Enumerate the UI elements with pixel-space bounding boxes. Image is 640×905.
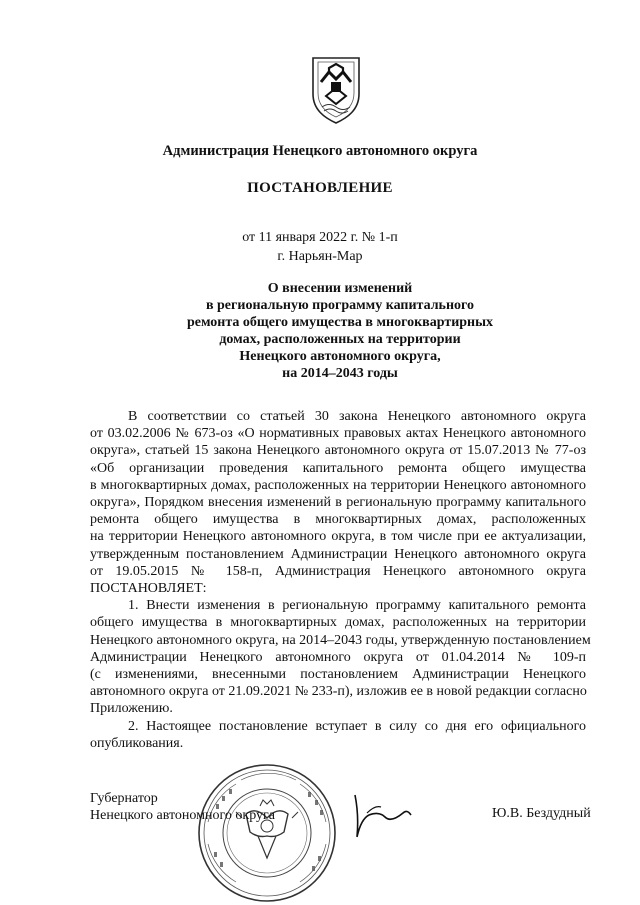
subject-line: домах, расположенных на территории [219, 332, 461, 347]
document-subject [140, 280, 540, 382]
body-line: Приложению. [90, 701, 173, 717]
document-body [90, 408, 591, 752]
body-line: автономного округа от 21.09.2021 № 233-п), изложив ее в новой редакции согласно [90, 684, 587, 700]
body-line: 1. Внести изменения в региональную программу капитального ремонта [128, 598, 586, 614]
body-line: В соответствии со статьей 30 закона Ненецкого автономного округа [128, 409, 586, 424]
body-line: Администрации Ненецкого автономного округа от 01.04.2014 № 109-п [90, 649, 586, 665]
subject-line: в региональную программу капитального [205, 298, 475, 313]
body-line: 2. Настоящее постановление вступает в силу со дня его официального [128, 718, 586, 734]
body-line: «Об организации проведения капитального ремонта общего имущества [90, 460, 586, 476]
body-line: округа», статьей 15 закона Ненецкого автономного округа от 15.07.2013 № 77-оз [90, 443, 586, 459]
coat-of-arms-emblem [305, 52, 367, 126]
date-and-number: от 11 января 2022 г. № 1-п [242, 230, 398, 245]
body-line: в многоквартирных домах, расположенных на территории Ненецкого автономного [90, 477, 586, 493]
body-line: Ненецкого автономного округа, на 2014–2043 годы, утвержденную постановлением [90, 632, 591, 648]
signer-name: Ю.В. Бездудный [492, 806, 591, 821]
city-name: г. Нарьян-Мар [277, 249, 363, 264]
body-line: утвержденным постановлением Администрации Ненецкого автономного округа [90, 546, 586, 562]
body-line: ПОСТАНОВЛЯЕТ: [90, 581, 207, 597]
subject-line: ремонта общего имущества в многоквартирных [186, 315, 494, 330]
handwritten-signature [345, 785, 415, 845]
subject-line: на 2014–2043 годы [282, 366, 398, 381]
document-type-title: ПОСТАНОВЛЕНИЕ [247, 180, 393, 196]
body-line: общего имущества в многоквартирных домах, расположенных на территории [90, 615, 586, 631]
signature-position [90, 790, 275, 824]
signer-position-title: Губернатор [90, 791, 158, 806]
body-line: округа», Порядком внесения изменений в региональную программу капитального [90, 495, 586, 511]
body-line: на территории Ненецкого автономного округа, в том числе при ее актуализации, [90, 529, 586, 545]
body-line: от 03.02.2006 № 673-оз «О нормативных правовых актах Ненецкого автономного [90, 426, 586, 442]
body-line: опубликования. [90, 735, 184, 751]
organization-name: Администрация Ненецкого автономного округа [162, 143, 478, 159]
body-line: от 19.05.2015 № 158-п, Администрация Ненецкого автономного округа [90, 563, 586, 579]
subject-line: О внесении изменений [267, 281, 413, 296]
subject-line: Ненецкого автономного округа, [239, 349, 441, 364]
body-line: ремонта общего имущества в многоквартирных домах, расположенных [90, 512, 586, 528]
signer-position-region: Ненецкого автономного округа [90, 808, 275, 823]
official-seal-stamp [196, 762, 338, 904]
body-line: (с изменениями, внесенными постановлением Администрации Ненецкого [90, 667, 586, 683]
